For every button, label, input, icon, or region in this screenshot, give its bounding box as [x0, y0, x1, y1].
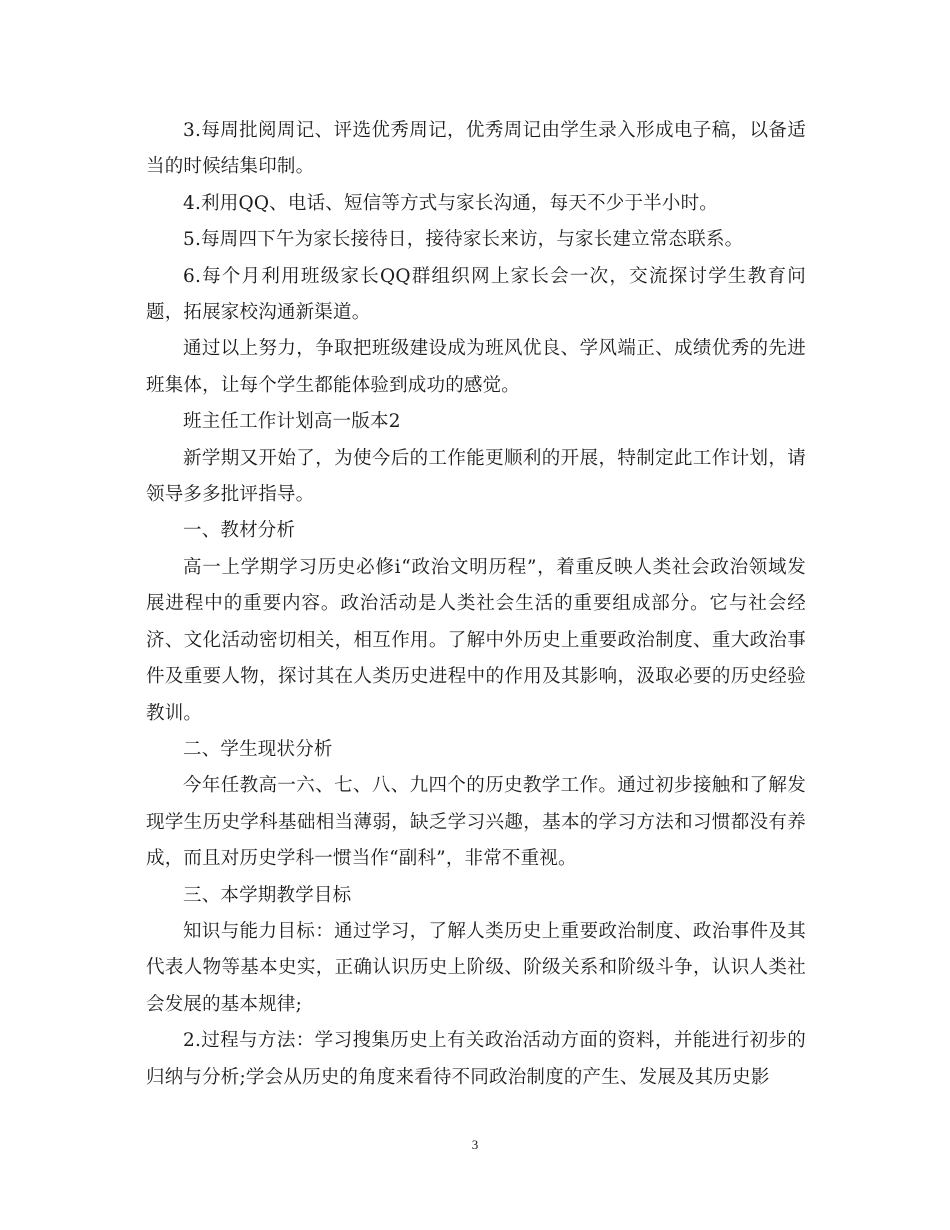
section-heading: 三、本学期教学目标: [183, 884, 352, 906]
paragraph: 通过以上努力，争取把班级建设成为班风优良、学风端正、成绩优秀的先进班集体，让每个学生都能体验到成功的感觉。: [146, 338, 806, 396]
paragraph: 6.每个月利用班级家长QQ群组织网上家长会一次，交流探讨学生教育问题，拓展家校沟通新渠道。: [146, 265, 806, 324]
paragraph: 3.每周批阅周记、评选优秀周记，优秀周记由学生录入形成电子稿，以备适当的时候结集印制。: [146, 120, 806, 178]
paragraph: 知识与能力目标：通过学习，了解人类历史上重要政治制度、政治事件及其代表人物等基本史实，正确认识历史上阶级、阶级关系和阶级斗争，认识人类社会发展的基本规律;: [146, 920, 806, 1015]
paragraph: 2.过程与方法：学习搜集历史上有关政治活动方面的资料，并能进行初步的归纳与分析;学会从历史的角度来看待不同政治制度的产生、发展及其历史影: [146, 1030, 806, 1088]
document-body: [146, 113, 806, 1096]
page-number: 3: [471, 1137, 479, 1152]
section-heading: 二、学生现状分析: [183, 738, 333, 760]
paragraph: 4.利用QQ、电话、短信等方式与家长沟通，每天不少于半小时。: [183, 192, 718, 214]
paragraph: 高一上学期学习历史必修ⅰ“政治文明历程”，着重反映人类社会政治领域发展进程中的重要内容。政治活动是人类社会生活的重要组成部分。它与社会经济、文化活动密切相关，相互作用。了解中外历史上重要政治制度、重大政治事件及重要人物，探讨其在人类历史进程中的作用及其影响，汲取必要的历史经验教训。: [146, 556, 806, 724]
paragraph: 今年任教高一六、七、八、九四个的历史教学工作。通过初步接触和了解发现学生历史学科基础相当薄弱，缺乏学习兴趣，基本的学习方法和习惯都没有养成，而且对历史学科一惯当作“副科”，非常不重视。: [146, 775, 806, 870]
section-heading: 一、教材分析: [183, 520, 296, 542]
section-heading: 班主任工作计划高一版本2: [183, 411, 401, 433]
paragraph: 新学期又开始了，为使今后的工作能更顺利的开展，特制定此工作计划，请领导多多批评指导。: [146, 447, 806, 506]
paragraph: 5.每周四下午为家长接待日，接待家长来访，与家长建立常态联系。: [183, 229, 744, 251]
